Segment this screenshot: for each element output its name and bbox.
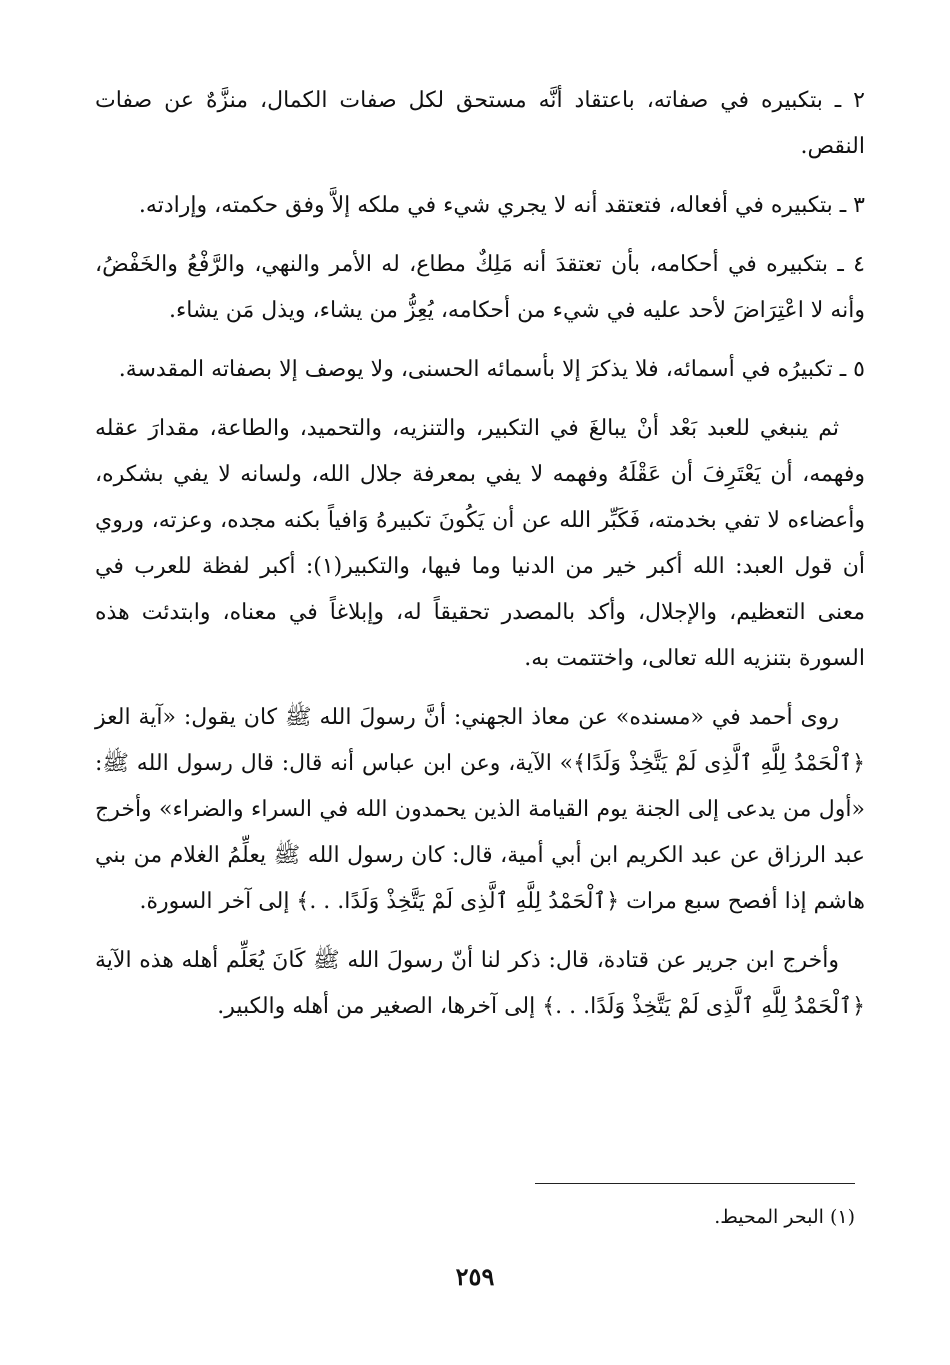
footnote-divider bbox=[535, 1183, 855, 1184]
paragraph-takbir: ثم ينبغي للعبد بَعْد أنْ يبالغَ في التكبير، والتنزيه، والتحميد، والطاعة، مقدارَ عقله وفهمه، أن يَعْتَرِفَ أن عَقْلَهُ وفهمه لا يفي بمعرفة جلال الله، ولسانه لا يفي بشكره، وأعضاءه لا تفي بخدمته، فَكَبِّر الله عن أن يَكُونَ تكبيرهُ وَافياً بكنه مجده، وعزته، وروي أن قول العبد: الله أكبر خير من الدنيا وما فيها، والتكبير(١): أكبر لفظة للعرب في معنى التعظيم، والإجلال، وأكد بالمصدر تحقيقاً له، وإبلاغاً في معناه، وابتدئت هذه السورة بتنزيه الله تعالى، واختتمت به. bbox=[95, 416, 866, 671]
paragraph-ibn-jarir-narration: وأخرج ابن جرير عن قتادة، قال: ذكر لنا أنّ رسولَ الله ﷺ كَانَ يُعَلِّم أهله هذه الآية ﴿ٱلْحَمْدُ لِلَّهِ ٱلَّذِى لَمْ يَتَّخِذْ وَلَدًا. . .﴾ إلى آخرها، الصغير من أهله والكبير. bbox=[95, 948, 865, 1019]
paragraph-ahmad-narration: روى أحمد في «مسنده» عن معاذ الجهني: أنَّ رسولَ الله ﷺ كان يقول: «آية العز ﴿ٱلْحَمْدُ لِلَّهِ ٱلَّذِى لَمْ يَتَّخِذْ وَلَدًا﴾» الآية، وعن ابن عباس أنه قال: قال رسول الله ﷺ: «أول من يدعى إلى الجنة يوم القيامة الذين يحمدون الله في السراء والضراء» وأخرج عبد الرزاق عن عبد الكريم ابن أبي أمية، قال: كان رسول الله ﷺ يعلِّمُ الغلام من بني هاشم إذا أفصح سبع مرات ﴿ٱلْحَمْدُ لِلَّهِ ٱلَّذِى لَمْ يَتَّخِذْ وَلَدًا. . .﴾ إلى آخر السورة. bbox=[95, 705, 865, 914]
paragraph-actions: ٣ ـ بتكبيره في أفعاله، فتعتقد أنه لا يجري شيء في ملكه إلاَّ وفق حكمته، وإرادته. bbox=[138, 193, 865, 218]
paragraph-names: ٥ ـ تكبيرُه في أسمائه، فلا يذكرَ إلا بأسمائه الحسنى، ولا يوصف إلا بصفاته المقدسة. bbox=[118, 357, 865, 382]
paragraph-attributes: ٢ ـ بتكبيره في صفاته، باعتقاد أنَّه مستحق لكل صفات الكمال، منزَّهٌ عن صفات النقص. bbox=[95, 88, 865, 159]
footnote: (١) البحر المحيط. bbox=[714, 1206, 855, 1228]
page-body bbox=[95, 78, 865, 1043]
paragraph-rulings: ٤ ـ بتكبيره في أحكامه، بأن تعتقدَ أنه مَلِكٌ مطاع، له الأمر والنهي، والرَّفْعُ والخَفْضُ، وأنه لا اعْتِرَاضَ لأحد عليه في شيء من أحكامه، يُعِزُّ من يشاء، ويذل مَن يشاء. bbox=[95, 252, 865, 323]
page-number: ٢٥٩ bbox=[455, 1262, 495, 1291]
